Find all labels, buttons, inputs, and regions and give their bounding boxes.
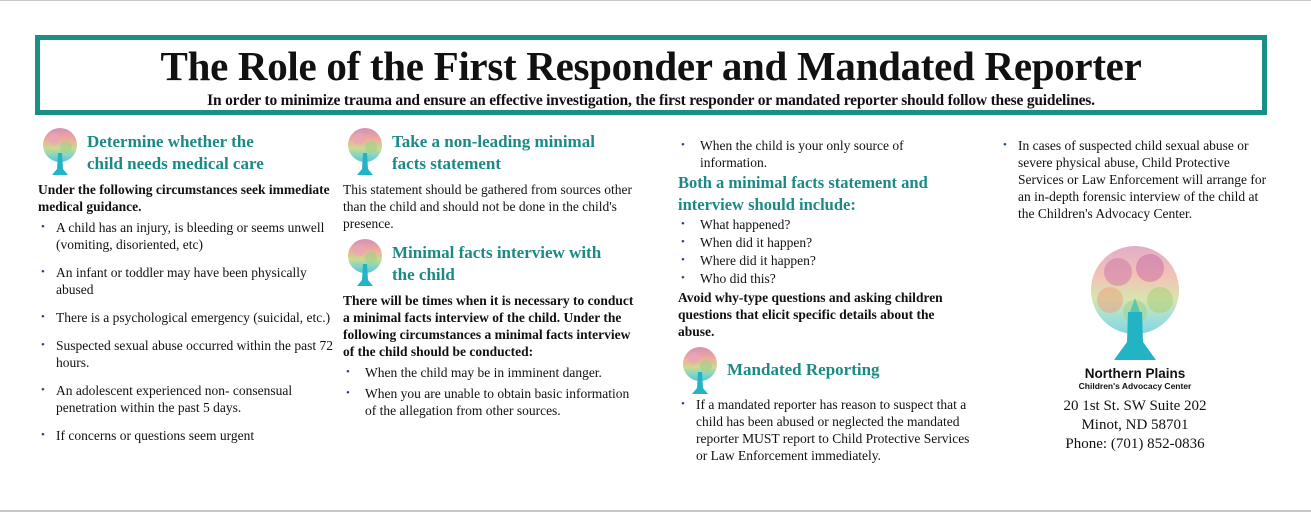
medical-care-lead: Under the following circumstances seek immediate medical guidance. [38,182,330,214]
address-line1: 20 1st St. SW Suite 202 [1063,398,1207,414]
minimal-facts-column [343,125,638,423]
medical-care-column [38,125,338,455]
organization-block [1000,242,1270,454]
phone-number: Phone: (701) 852-0836 [1065,436,1205,452]
interview-title-line2: the child [392,265,455,284]
interview-content-column [678,137,973,464]
medical-care-heading [38,125,338,177]
tree-icon [678,344,722,396]
tree-icon [343,125,387,177]
interview-title-line1: Minimal facts interview with [392,243,602,262]
bottom-divider [0,510,1311,512]
address-line2: Minot, ND 58701 [1081,417,1189,433]
interview-list [343,364,638,419]
list-item: • If concerns or questions seem urgent [38,427,338,444]
mandated-title: Mandated Reporting [727,360,880,379]
medical-care-list [38,219,338,444]
interview-lead: There will be times when it is necessary to conduct a minimal facts interview of the child. Under the following circumstances a minimal facts interview of the child should be conducted: [343,293,634,359]
list-item: • What happened? [678,216,973,233]
forensic-column [1000,137,1270,222]
interview-heading [343,236,638,288]
include-heading: Both a minimal facts statement and interview should include: [678,173,928,214]
statement-title-line2: facts statement [392,154,502,173]
list-item: • When you are unable to obtain basic information of the allegation from other sources. [343,385,638,419]
list-item: • When the child may be in imminent danger. [343,364,638,381]
list-item: • Where did it happen? [678,252,973,269]
forensic-list [1000,137,1270,222]
tree-logo-icon [1000,242,1270,364]
title-banner [35,35,1267,115]
list-item: • In cases of suspected child sexual abuse or severe physical abuse, Child Protective Services or Law Enforcement will arrange for an in-depth forensic interview of the child at the Children's Advocacy Center. [1000,137,1270,222]
list-item: • When did it happen? [678,234,973,251]
page-title: The Role of the First Responder and Mandated Reporter [160,43,1142,89]
medical-care-title-line2: child needs medical care [87,154,264,173]
include-list [678,216,973,287]
statement-title-line1: Take a non-leading minimal [392,132,595,151]
statement-text: This statement should be gathered from sources other than the child and should not be done in the child's presence. [343,182,633,231]
organization-subname: Children's Advocacy Center [1078,381,1192,391]
statement-heading [343,125,638,177]
top-divider [0,0,1311,1]
list-item: • Suspected sexual abuse occurred within the past 72 hours. [38,337,338,371]
list-item: • If a mandated reporter has reason to suspect that a child has been abused or neglected the mandated reporter MUST report to Child Protective Services or Law Enforcement immediately. [678,396,973,464]
mandated-heading [678,344,973,396]
list-item: • An adolescent experienced non- consensual penetration within the past 5 days. [38,382,338,416]
page-subtitle: In order to minimize trauma and ensure an effective investigation, the first responder or mandated reporter should follow these guidelines. [207,92,1095,109]
tree-icon [343,236,387,288]
list-item: • An infant or toddler may have been physically abused [38,264,338,298]
tree-icon [38,125,82,177]
list-item: • There is a psychological emergency (suicidal, etc.) [38,309,338,326]
avoid-text: Avoid why-type questions and asking children questions that elicit specific details about the abuse. [678,290,943,339]
organization-name: Northern Plains [1084,366,1186,381]
list-item: • Who did this? [678,270,973,287]
interview-list-continued [678,137,973,171]
list-item: • When the child is your only source of information. [678,137,973,171]
list-item: • A child has an injury, is bleeding or seems unwell (vomiting, disoriented, etc) [38,219,338,253]
medical-care-title-line1: Determine whether the [87,132,254,151]
mandated-list [678,396,973,464]
